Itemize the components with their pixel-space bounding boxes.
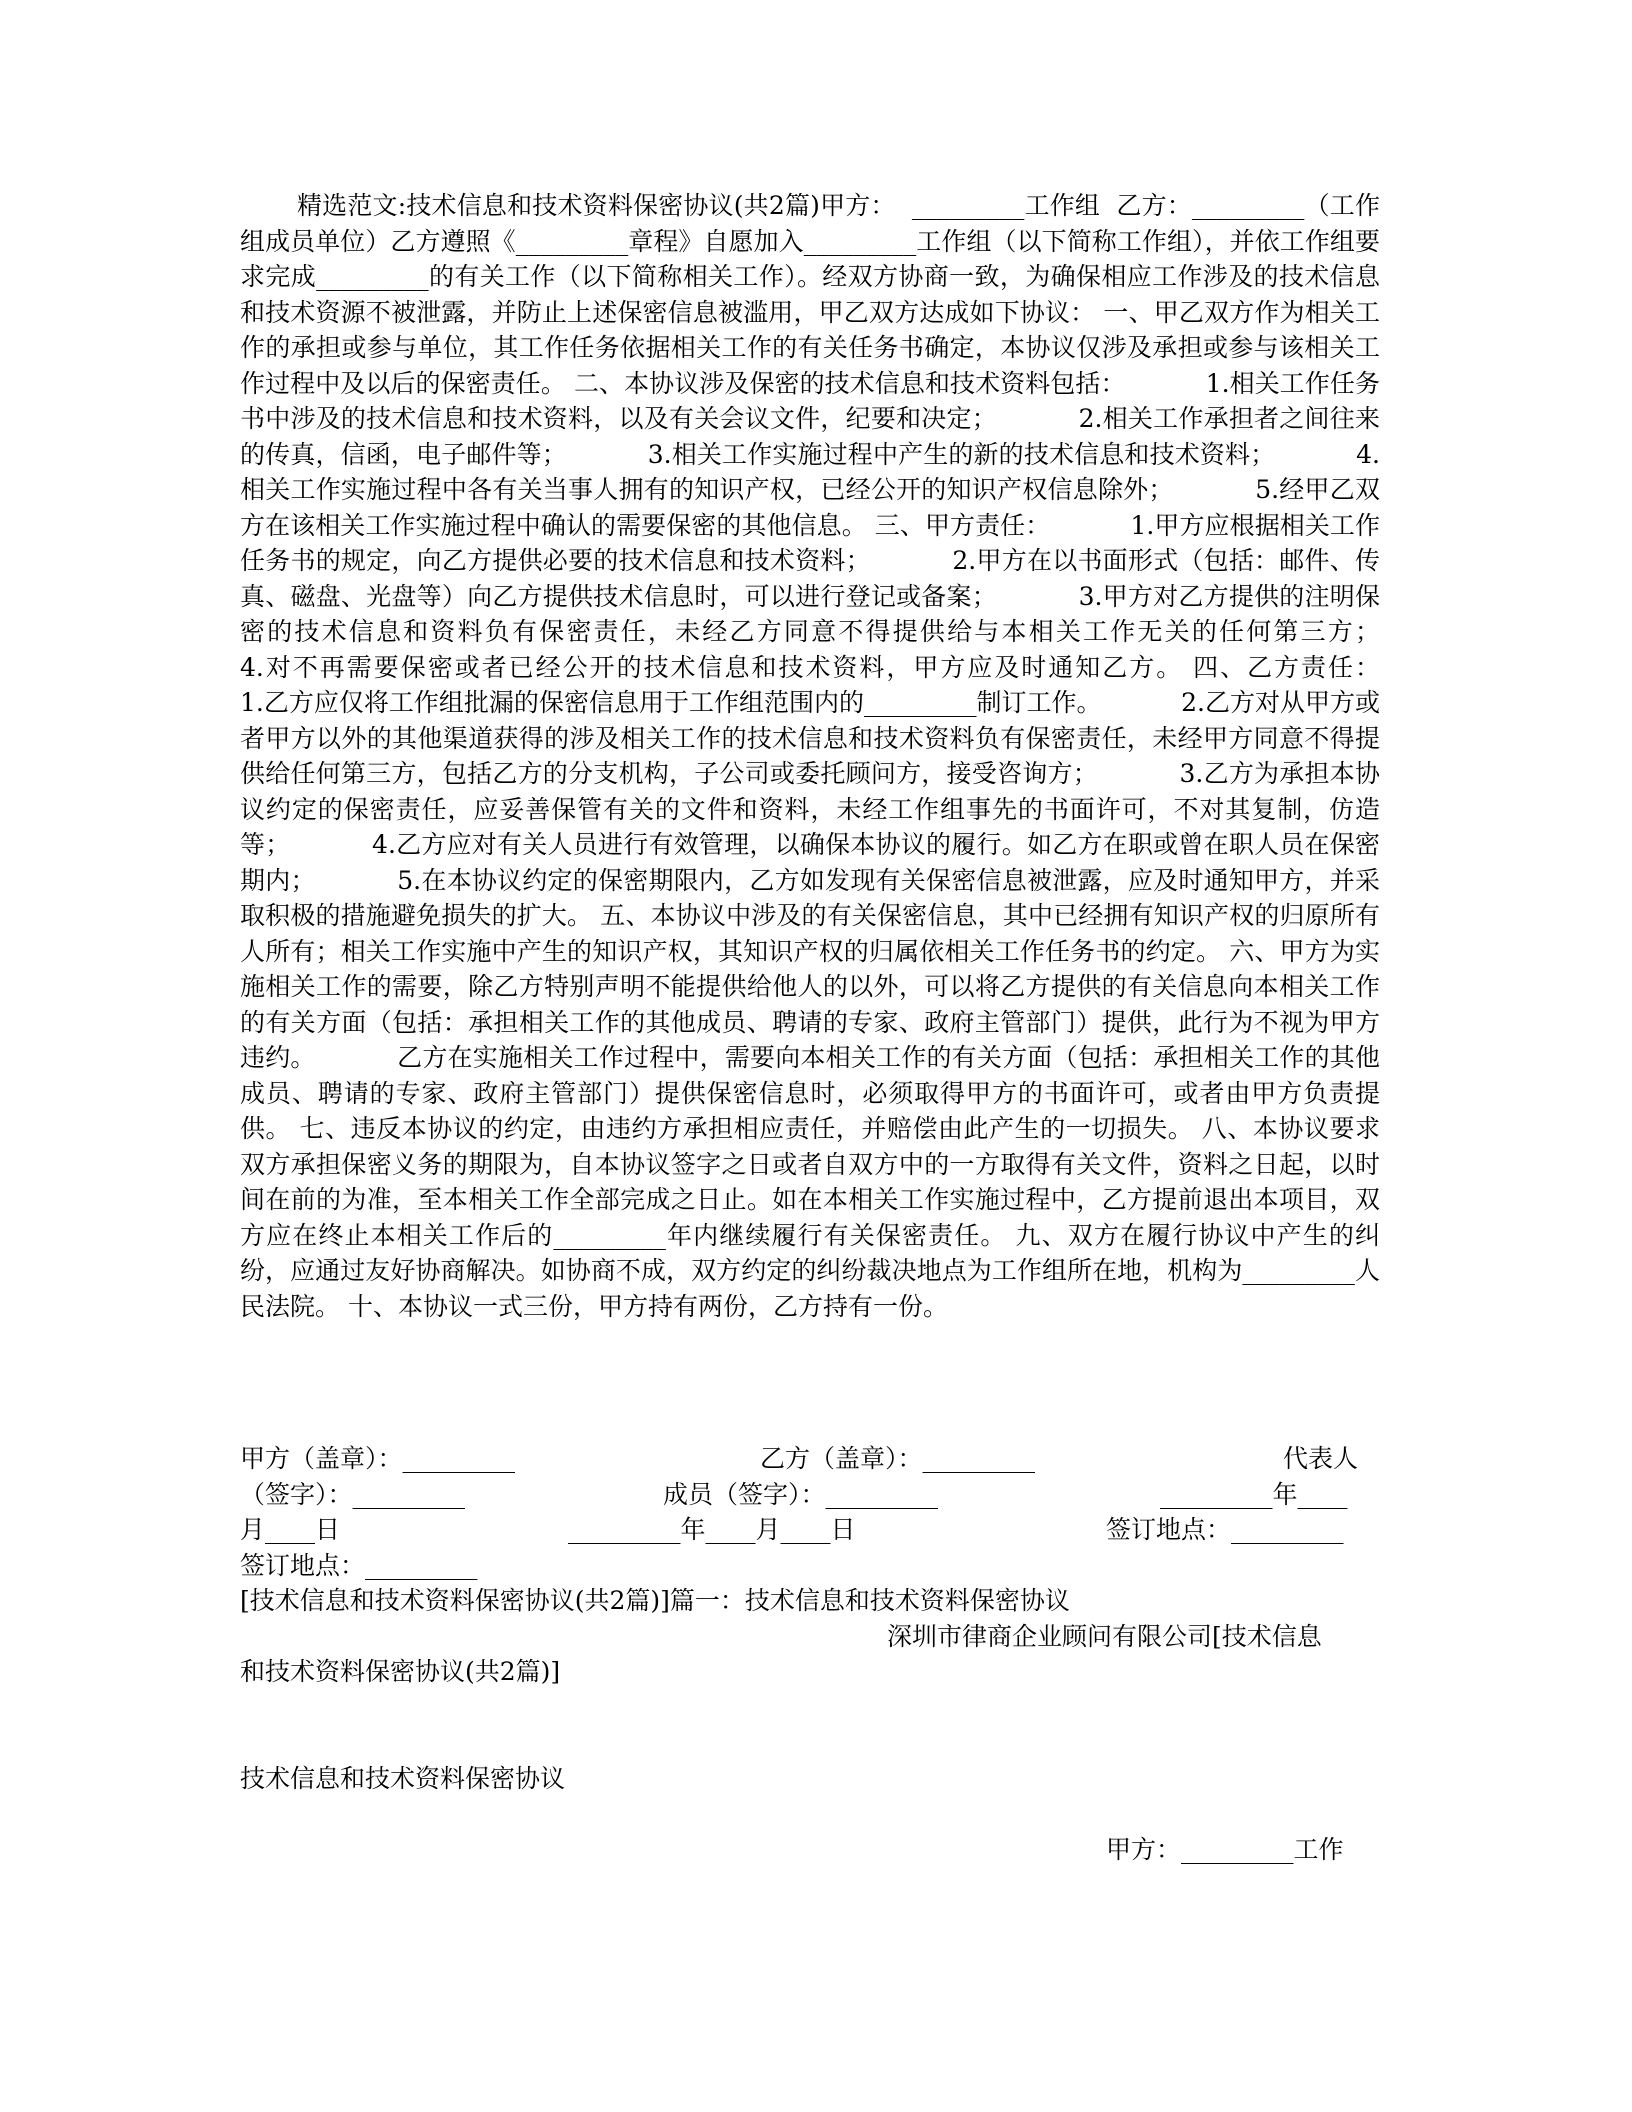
party-b-seal-line: 乙方（盖章）：_________ <box>760 1444 1036 1473</box>
agreement-body-text: 精选范文:技术信息和技术资料保密协议(共2篇)甲方： _________工作组 乙方：_________（工作组成员单位）乙方遵照《_________章程》自愿加入_________工作组（以下简称工作组），并依工作组要求完成_________的有关工作（以下简称相关工作）。经双方协商一致，为确保相应工作涉及的技术信息和技术资源不被泄露，并防止上述保密信息被滥用，甲乙双方达成如下协议： 一、甲乙双方作为相关工作的承担或参与单位，其工作任务依据相关工作的有关任务书确定，本协议仅涉及承担或参与该相关工作过程中及以后的保密责任。 二、本协议涉及保密的技术信息和技术资料包括： 1.相关工作任务书中涉及的技术信息和技术资料，以及有关会议文件，纪要和决定； 2.相关工作承担者之间往来的传真，信函，电子邮件等； 3.相关工作实施过程中产生的新的技术信息和技术资料； 4.相关工作实施过程中各有关当事人拥有的知识产权，已经公开的知识产权信息除外； 5.经甲乙双方在该相关工作实施过程中确认的需要保密的其他信息。 三、甲方责任： 1.甲方应根据相关工作任务书的规定，向乙方提供必要的技术信息和技术资料； 2.甲方在以书面形式（包括：邮件、传真、磁盘、光盘等）向乙方提供技术信息时，可以进行登记或备案； 3.甲方对乙方提供的注明保密的技术信息和资料负有保密责任，未经乙方同意不得提供给与本相关工作无关的任何第三方； 4.对不再需要保密或者已经公开的技术信息和技术资料，甲方应及时通知乙方。 四、乙方责任： 1.乙方应仅将工作组批漏的保密信息用于工作组范围内的_________制订工作。 2.乙方对从甲方或者甲方以外的其他渠道获得的涉及相关工作的技术信息和技术资料负有保密责任，未经甲方同意不得提供给任何第三方，包括乙方的分支机构，子公司或委托顾问方，接受咨询方； 3.乙方为承担本协议约定的保密责任，应妥善保管有关的文件和资料，未经工作组事先的书面许可，不对其复制，仿造等； 4.乙方应对有关人员进行有效管理，以确保本协议的履行。如乙方在职或曾在职人员在保密期内； 5.在本协议约定的保密期限内，乙方如发现有关保密信息被泄露，应及时通知甲方，并采取积极的措施避免损失的扩大。 五、本协议中涉及的有关保密信息，其中已经拥有知识产权的归原所有人所有；相关工作实施中产生的知识产权，其知识产权的归属依相关工作任务书的约定。 六、甲方为实施相关工作的需要，除乙方特别声明不能提供给他人的以外，可以将乙方提供的有关信息向本相关工作的有关方面（包括：承担相关工作的其他成员、聘请的专家、政府主管部门）提供，此行为不视为甲方违约。 乙方在实施相关工作过程中，需要向本相关工作的有关方面（包括：承担相关工作的其他成员、聘请的专家、政府主管部门）提供保密信息时，必须取得甲方的书面许可，或者由甲方负责提供。 七、违反本协议的约定，由违约方承担相应责任，并赔偿由此产生的一切损失。 八、本协议要求双方承担保密义务的期限为，自本协议签字之日或者自双方中的一方取得有关文件，资料之日起，以时间在前的为准，至本相关工作全部完成之日止。如在本相关工作实施过程中，乙方提前退出本项目，双方应在终止本相关工作后的_________年内继续履行有关保密责任。 九、双方在履行协议中产生的纠纷，应通过友好协商解决。如协商不成，双方约定的纠纷裁决地点为工作组所在地，机构为_________人民法院。 十、本协议一式三份，甲方持有两份，乙方持有一份。 <box>240 191 1460 1321</box>
signing-place-line-2: 签订地点：_________ <box>240 1551 478 1580</box>
date-blank-line: _________年____月____日 <box>568 1515 856 1544</box>
company-line-continued: 和技术资料保密协议(共2篇)] <box>240 1657 561 1686</box>
year-blank-line: _________年____ <box>1160 1480 1348 1509</box>
article-title: 技术信息和技术资料保密协议 <box>240 1764 566 1793</box>
company-line: 深圳市律商企业顾问有限公司[技术信息 <box>887 1622 1322 1651</box>
signing-place-line-1: 签订地点：_________ <box>1106 1515 1344 1544</box>
party-a-seal-line: 甲方（盖章）：_________ <box>240 1444 516 1473</box>
party-a-line: 甲方：_________工作 <box>1106 1835 1344 1864</box>
representative-label: 代表人 <box>1283 1444 1359 1473</box>
member-signature-line: 成员（签字）：_________ <box>663 1480 939 1509</box>
month-day-blank-line: 月____日 <box>240 1515 341 1544</box>
signature-line: （签字）：_________ <box>240 1480 466 1509</box>
reference-title: [技术信息和技术资料保密协议(共2篇)]篇一：技术信息和技术资料保密协议 <box>240 1586 1070 1615</box>
